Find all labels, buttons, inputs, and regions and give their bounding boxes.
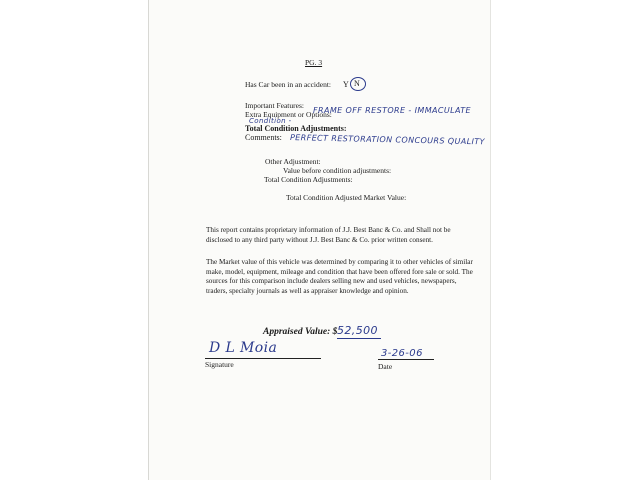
important-features-label: Important Features: <box>245 101 304 110</box>
proprietary-notice: This report contains proprietary information of J.J. Best Banc & Co. and Shall not be disclosed to any third party without J.J. Best Banc & Co. prior written consent. <box>206 226 451 244</box>
signature-label: Signature <box>205 360 234 369</box>
value-before-adjustments: Value before condition adjustments: <box>283 166 392 175</box>
other-adjustment: Other Adjustment: <box>265 157 321 166</box>
signature-handwritten: D L Moia <box>209 340 278 356</box>
adjusted-market-value: Total Condition Adjusted Market Value: <box>286 193 407 202</box>
appraisal-page <box>148 0 491 480</box>
scan-margin <box>0 0 148 480</box>
date-label: Date <box>378 362 393 371</box>
appraised-value: 52,500 <box>337 324 378 337</box>
extra-equipment-value-2: Condition - <box>249 117 292 125</box>
page-number: PG. 3 <box>305 58 323 67</box>
signature-line <box>205 358 321 359</box>
comments-label: Comments: <box>245 133 282 142</box>
extra-equipment-label: Extra Equipment or Options: <box>245 110 332 119</box>
appraised-value-underline <box>337 338 381 339</box>
date-handwritten: 3-26-06 <box>381 348 423 359</box>
accident-yes: Y <box>343 80 349 89</box>
extra-equipment-value: FRAME OFF RESTORE - IMMACULATE <box>313 106 472 115</box>
accident-no: N <box>354 79 360 88</box>
appraised-value-label: Appraised Value: $ <box>263 327 338 337</box>
market-value-explanation: The Market value of this vehicle was determined by comparing it to other vehicles of similar make, model, equipment, mileage and condition that have been offered fore sale or sold. The sources for this comparison include dealers selling new and used vehicles, newspapers, traders, specialty journals as well as appraiser knowledge and opinion. <box>206 258 473 295</box>
accident-no-circled <box>350 77 366 91</box>
accident-label: Has Car been in an accident: <box>245 80 332 89</box>
total-condition-adjustments: Total Condition Adjustments: <box>264 175 353 184</box>
comments-value: PERFECT RESTORATION CONCOURS QUALITY <box>289 133 485 147</box>
date-line <box>378 359 434 360</box>
condition-heading: Total Condition Adjustments: <box>245 124 347 133</box>
